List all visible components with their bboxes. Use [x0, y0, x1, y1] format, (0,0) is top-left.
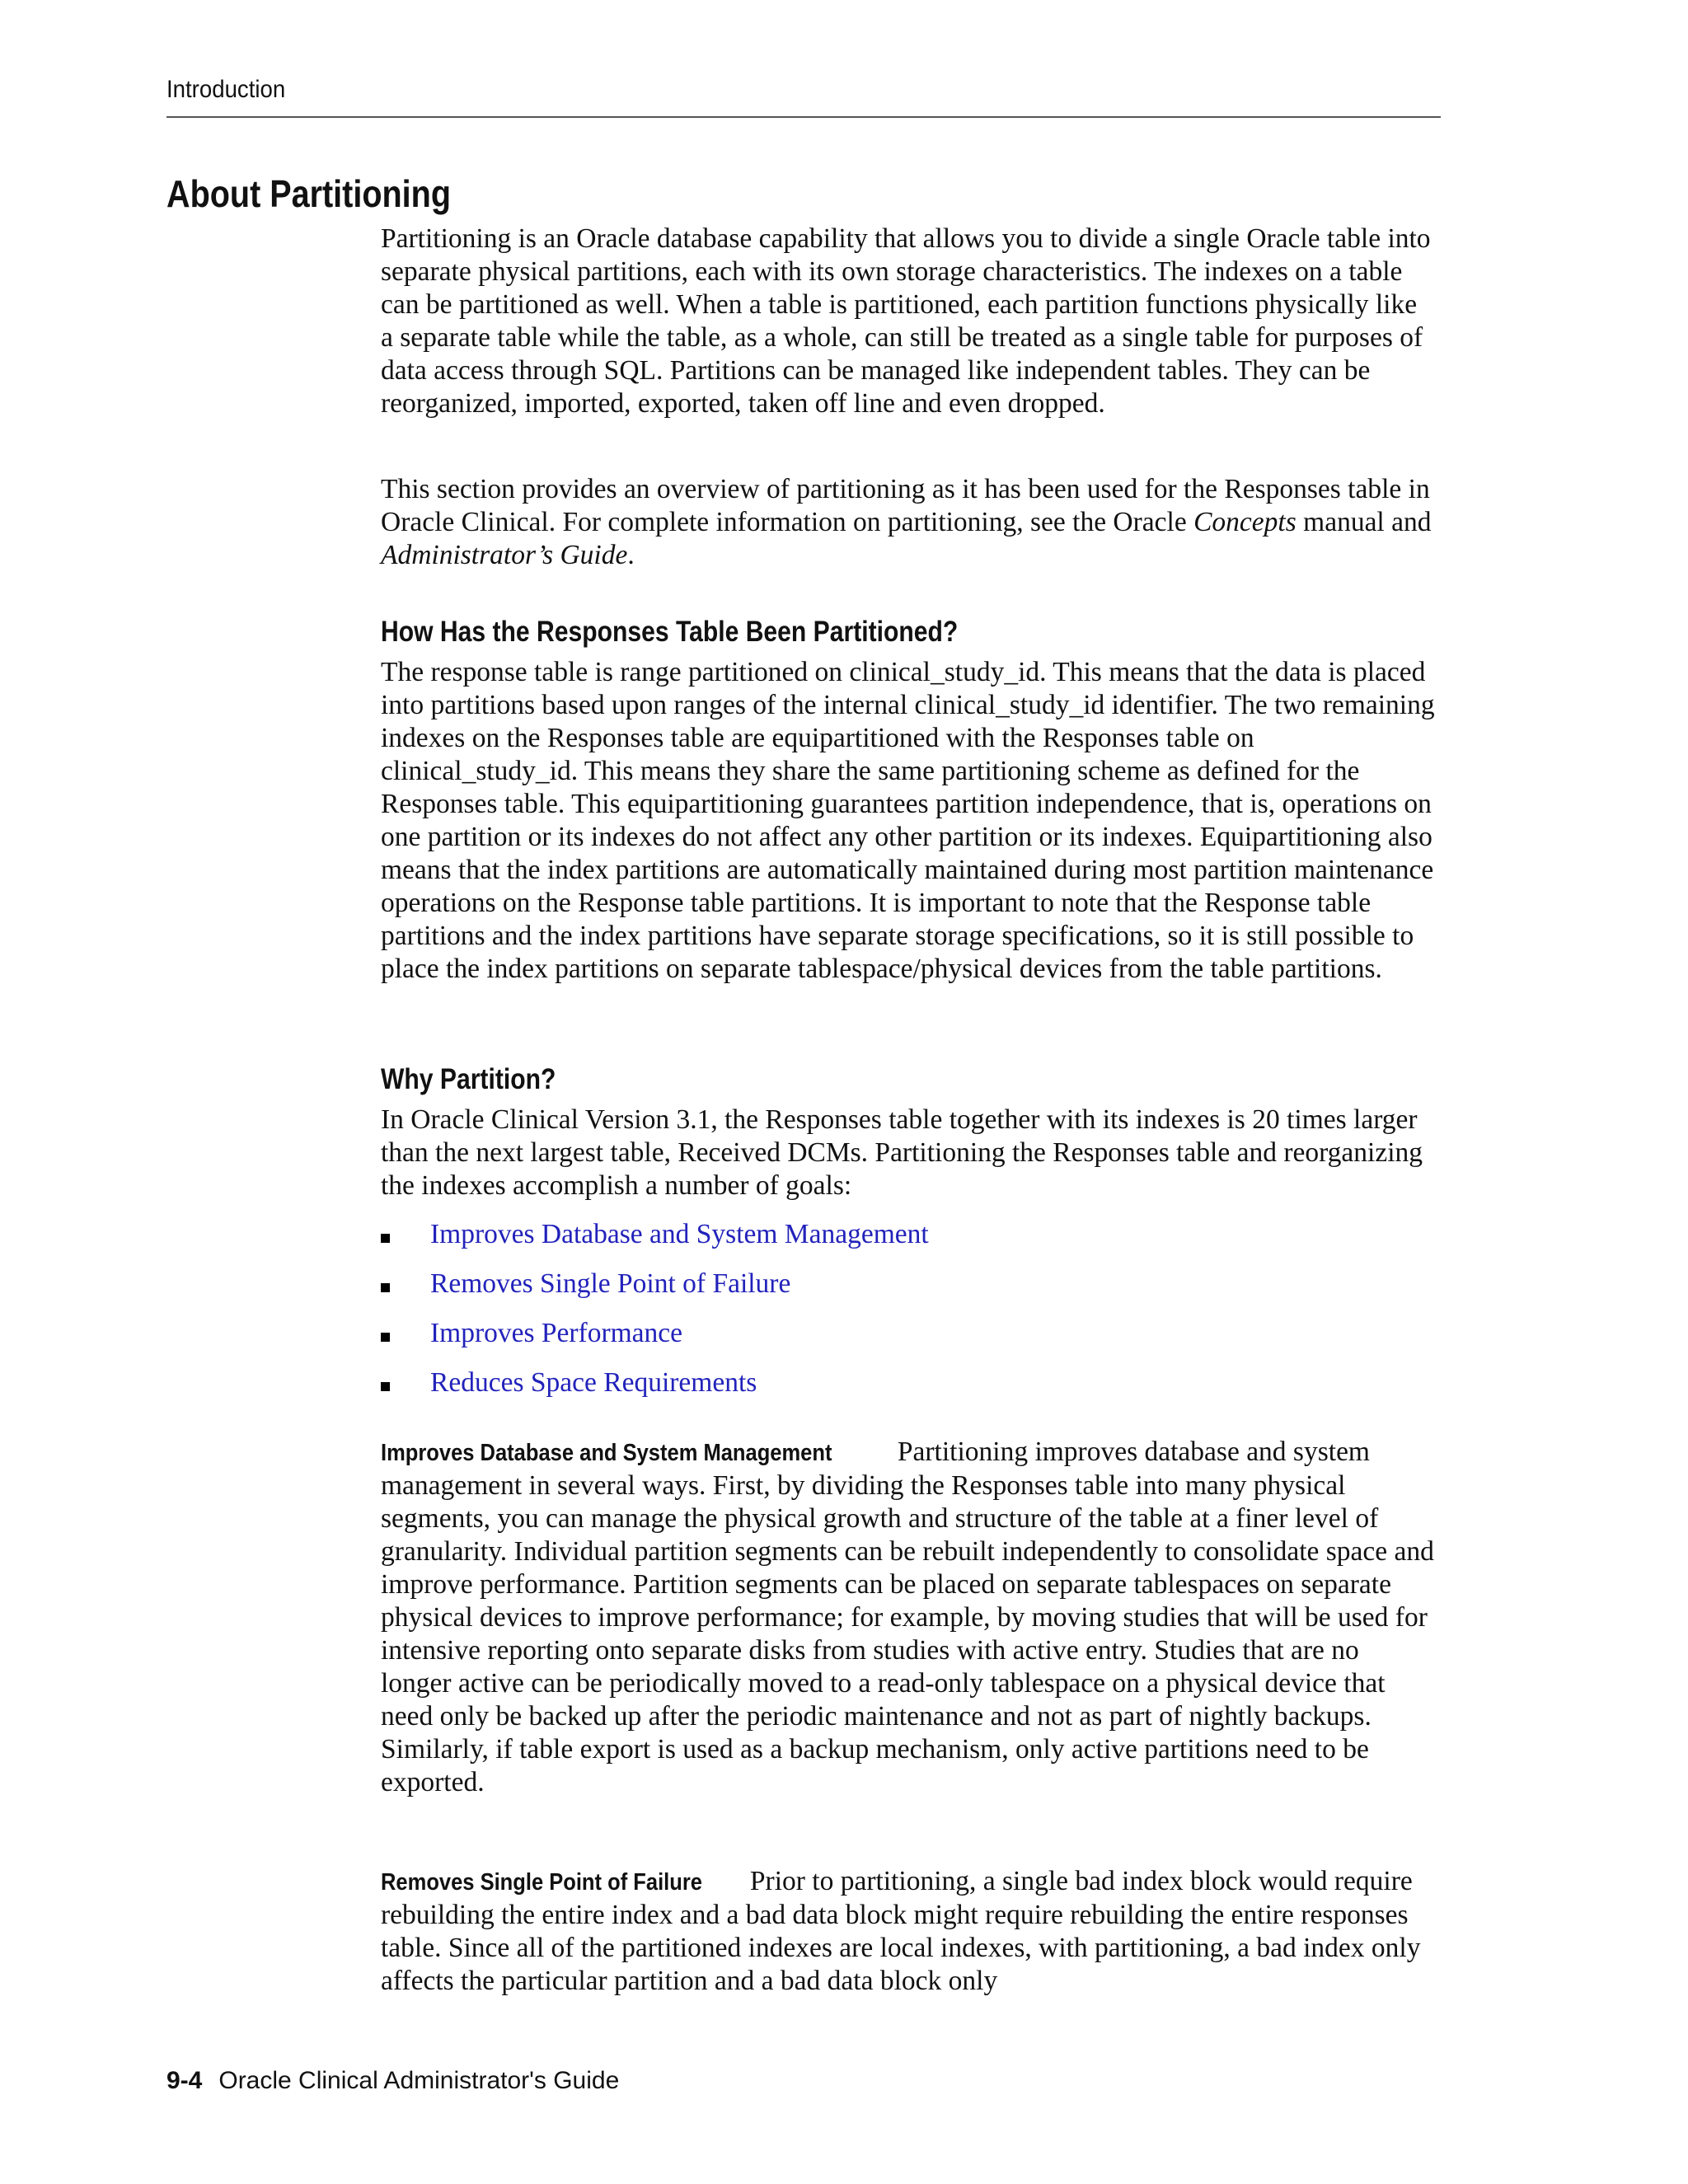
removes-spof-paragraph — [381, 1865, 1436, 1998]
list-item — [381, 1366, 1436, 1416]
intro-paragraph: Partitioning is an Oracle database capability that allows you to divide a single Oracle table into separate physical partitions, each with its own storage characteristics. The indexes on a table can be partitioned as well. When a table is partitioned, each partition functions physically like a separate table while the table, as a whole, can still be treated as a single table for purposes of data access through SQL. Partitions can be managed like independent tables. They can be reorganized, imported, exported, taken off line and even dropped. — [381, 223, 1431, 419]
link-improves-management[interactable]: Improves Database and System Management — [430, 1219, 929, 1249]
running-header: Introduction — [166, 76, 286, 103]
overview-paragraph — [381, 473, 1436, 572]
list-item — [381, 1218, 1436, 1268]
overview-text-middle: manual and — [1296, 507, 1432, 537]
page-footer — [166, 2067, 619, 2095]
removes-spof-body: Prior to partitioning, a single bad index block would require rebuilding the entire index and a bad data block might require rebuilding the entire responses table. Since all of the partitioned indexes are local indexes, with partitioning, a bad index only affects the particular partition and a bad data block only — [381, 1866, 1421, 1996]
goals-list — [381, 1218, 1436, 1416]
subheading-how-partitioned: How Has the Responses Table Been Partitioned? — [381, 616, 959, 648]
book-title-concepts: Concepts — [1193, 507, 1296, 537]
why-partition-paragraph: In Oracle Clinical Version 3.1, the Responses table together with its indexes is 20 times larger than the next largest table, Received DCMs. Partitioning the Responses table and reorganizing the indexes accomplish a number of goals: — [381, 1104, 1423, 1201]
header-rule — [166, 116, 1441, 118]
improves-management-body: Partitioning improves database and system management in several ways. First, by dividing the Responses table into many physical segments, you can manage the physical growth and structure of the table at a finer level of granularity. Individual partition segments can be rebuilt independently to consolidate space and improve performance. Partition segments can be placed on separate tablespaces on separate physical devices to improve performance; for example, by moving studies that will be used for intensive reporting onto separate disks from studies with active entry. Studies that are no longer active can be periodically moved to a read-only tablespace on a physical device that need only be backed up after the periodic maintenance and not as part of nightly backups. Similarly, if table export is used as a backup mechanism, only active partitions need to be exported. — [381, 1436, 1434, 1797]
bullet-icon — [381, 1283, 390, 1292]
run-in-heading-management: Improves Database and System Management — [381, 1440, 832, 1466]
run-in-heading-spof: Removes Single Point of Failure — [381, 1869, 702, 1896]
overview-text-after: . — [627, 540, 635, 570]
bullet-icon — [381, 1234, 390, 1243]
subheading-why-partition: Why Partition? — [381, 1063, 556, 1095]
bullet-icon — [381, 1333, 390, 1342]
list-item — [381, 1268, 1436, 1317]
how-partitioned-paragraph: The response table is range partitioned on clinical_study_id. This means that the data is placed into partitions based upon ranges of the internal clinical_study_id identifier. The two remaining indexes on the Responses table are equipartitioned with the Responses table on clinical_study_id. This means they share the same partitioning scheme as defined for the Responses table. This equipartitioning guarantees partition independence, that is, operations on one partition or its indexes do not affect any other partition or its indexes. Equipartitioning also means that the index partitions are automatically maintained during most partition maintenance operations on the Response table partitions. It is important to note that the Response table partitions and the index partitions have separate storage specifications, so it is still possible to place the index partitions on separate tablespace/physical devices from the table partitions. — [381, 657, 1435, 984]
link-improves-performance[interactable]: Improves Performance — [430, 1318, 683, 1348]
link-reduces-space[interactable]: Reduces Space Requirements — [430, 1367, 757, 1398]
overview-text-before: This section provides an overview of partitioning as it has been used for the Responses table in Oracle Clinical. For complete information on partitioning, see the Oracle — [381, 474, 1430, 537]
bullet-icon — [381, 1382, 390, 1391]
link-removes-single-point-of-failure[interactable]: Removes Single Point of Failure — [430, 1268, 791, 1299]
page-number: 9-4 — [166, 2067, 203, 2094]
book-title-admin-guide: Administrator’s Guide — [381, 540, 628, 570]
footer-book-title: Oracle Clinical Administrator's Guide — [218, 2067, 620, 2094]
improves-management-paragraph — [381, 1436, 1436, 1799]
list-item — [381, 1317, 1436, 1366]
section-title: About Partitioning — [166, 172, 451, 215]
